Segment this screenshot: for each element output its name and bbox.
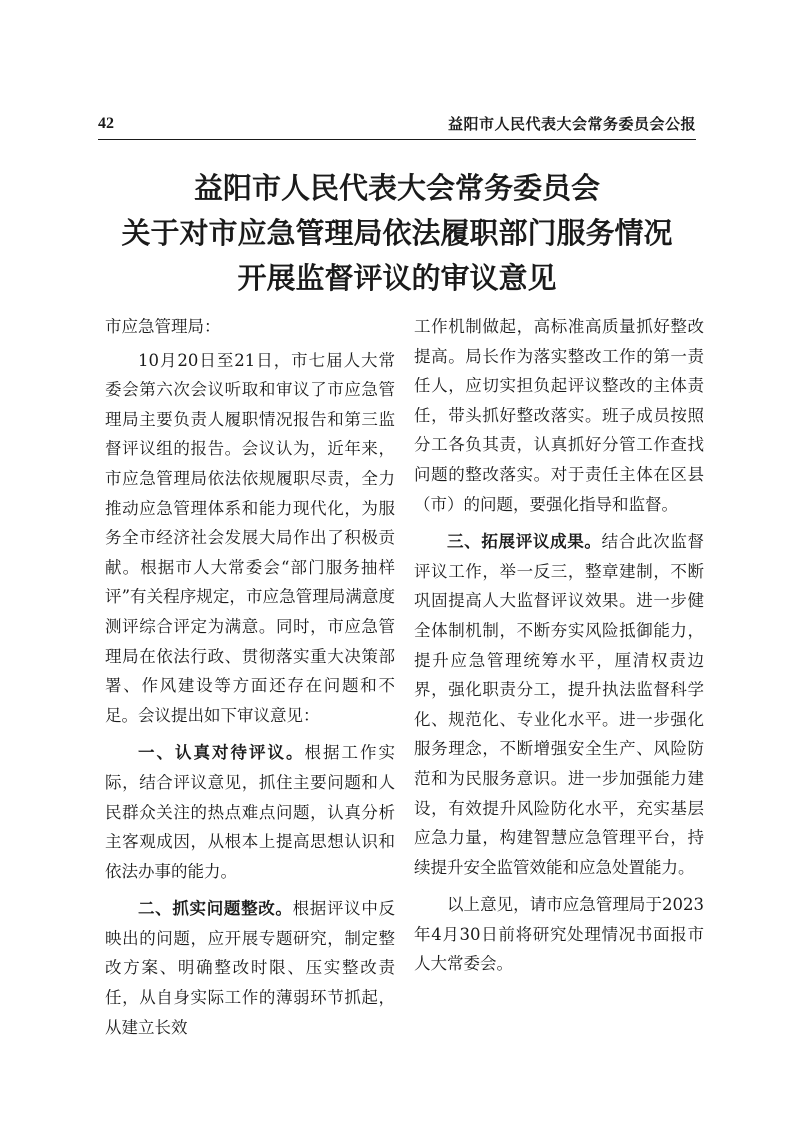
item-1-heading: 一、认真对待评议。	[138, 743, 305, 763]
item-2-continuation: 工作机制做起，高标准高质量抓好整改提高。局长作为落实整改工作的第一责任人，应切实担负起评议整改的主体责任，带头抓好整改落实。班子成员按照分工各负其责，认真抓好分管工作查找问题的整改落实。对于责任主体在区县（市）的问题，要强化指导和监督。	[414, 317, 704, 514]
page-header	[98, 114, 696, 138]
title-line-1: 益阳市人民代表大会常务委员会	[193, 171, 600, 205]
item-3-heading: 三、拓展评议成果。	[447, 532, 602, 552]
left-column	[105, 312, 395, 1050]
item-2-text-start: 根据评议中反映出的问题，应开展专题研究，制定整改方案、明确整改时限、压实整改责任，从自身实际工作的薄弱环节抓起，从建立长效	[105, 899, 396, 1037]
salutation: 市应急管理局：	[105, 317, 221, 336]
item-3-text: 结合此次监督评议工作，举一反三，整章建制，不断巩固提高人大监督评议效果。进一步健全体制机制，不断夯实风险抵御能力，提升应急管理统筹水平，厘清权责边界，强化职责分工，提升执法监督科学化、规范化、专业化水平。进一步强化服务理念，不断增强安全生产、风险防范和为民服务意识。进一步加强能力建设，有效提升风险防化水平，充实基层应急力量，构建智慧应急管理平台，持续提升安全监管效能和应急处置能力。	[414, 532, 705, 877]
title-line-2: 关于对市应急管理局依法履职部门服务情况	[121, 216, 673, 250]
item-1-paragraph	[105, 738, 395, 886]
journal-name: 益阳市人民代表大会常务委员会公报	[447, 115, 696, 133]
intro-paragraph: 10月20日至21日，市七届人大常委会第六次会议听取和审议了市应急管理局主要负责人履职情况报告和第三监督评议组的报告。会议认为，近年来，市应急管理局依法依规履职尽责，全力推动应急管理体系和能力现代化，为服务全市经济社会发展大局作出了积极贡献。根据市人大常委会“部门服务抽样评”有关程序规定，市应急管理局满意度测评综合评定为满意。同时，市应急管理局在依法行政、贯彻落实重大决策部署、作风建设等方面还存在问题和不足。会议提出如下审议意见：	[105, 350, 395, 725]
page-number: 42	[98, 115, 114, 132]
closing-paragraph: 以上意见，请市应急管理局于2023年4月30日前将研究处理情况书面报市人大常委会。	[414, 895, 704, 974]
item-3-paragraph	[414, 527, 704, 882]
title-line-3: 开展监督评议的审议意见	[237, 261, 557, 295]
item-2-paragraph	[105, 894, 395, 1042]
header-divider	[98, 139, 696, 140]
item-1-text: 根据工作实际，结合评议意见，抓住主要问题和人民群众关注的热点难点问题，认真分析主客观成因，从根本上提高思想认识和依法办事的能力。	[105, 743, 395, 881]
item-2-heading: 二、抓实问题整改。	[138, 899, 293, 919]
right-column	[414, 312, 704, 987]
document-title	[98, 166, 696, 301]
